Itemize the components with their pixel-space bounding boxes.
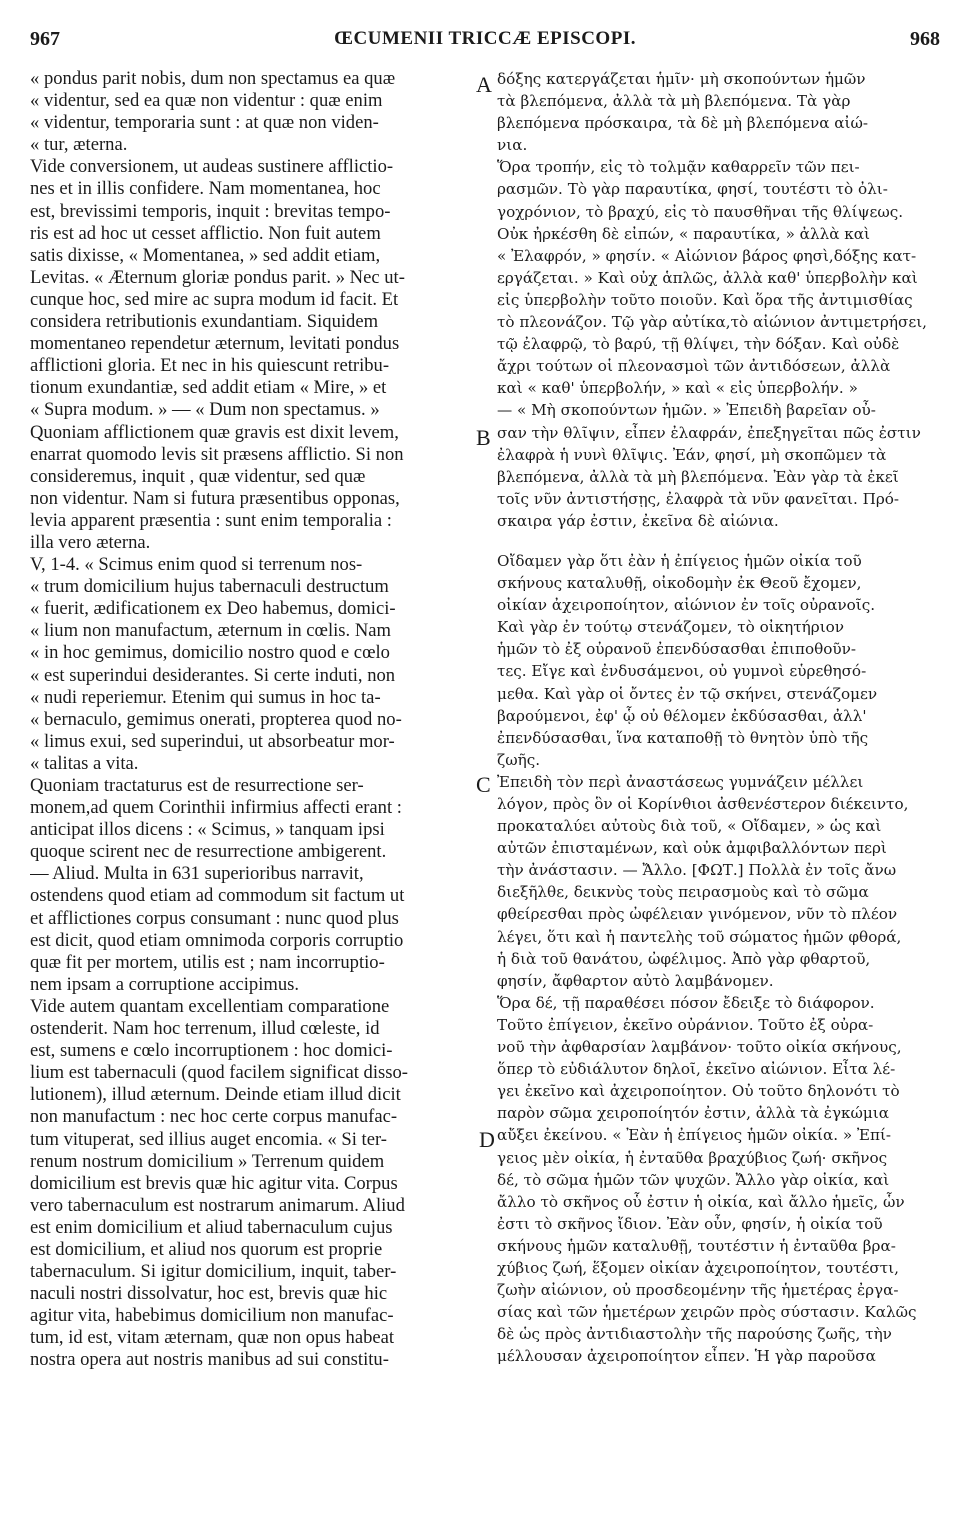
text-line: σκήνους καταλυθῇ, οἰκοδομὴν ἐκ Θεοῦ ἔχομεν, <box>497 574 862 593</box>
text-line: Οὐκ ἠρκέσθη δὲ εἰπών, « παραυτίκα, » ἀλλὰ καὶ <box>497 224 870 243</box>
margin-marker-c: C <box>476 772 491 797</box>
text-line: est dicit, quod etiam omnimoda corporis corruptio <box>30 929 404 951</box>
text-line: νια. <box>497 136 528 155</box>
text-line: anticipat illos dicens : « Scimus, » tanquam ipsi <box>30 819 385 841</box>
text-line: ἡ διὰ τοῦ θανάτου, ὠφέλιμος. Ἀπὸ γὰρ φθαρτοῦ, <box>497 949 871 968</box>
margin-marker-d: D <box>479 1127 495 1152</box>
text-line: « tur, æterna. <box>30 134 128 156</box>
text-line: considera retributionis exundantiam. Siquidem <box>30 311 379 333</box>
text-line: satis dixisse, « Momentanea, » sed addit etiam, <box>30 244 381 266</box>
margin-marker-a: A <box>476 72 492 97</box>
text-line: Quoniam tractaturus est de resurrectione ser- <box>30 775 364 796</box>
greek-column <box>497 68 933 1367</box>
text-line: renum nostrum domicilium » Terrenum quidem <box>30 1150 385 1172</box>
text-line: tabernaculum. Si igitur domicilium, inquit, taber- <box>30 1261 397 1283</box>
text-line: est enim domicilium et aliud tabernaculum cujus <box>30 1216 393 1238</box>
text-line: « pondus parit nobis, dum non spectamus ea quæ <box>30 68 396 89</box>
text-line: ris est ad hoc ut cesset afflictio. Non fuit autem <box>30 222 381 244</box>
text-line: χύβιος ζωή, ἕξομεν οἰκίαν ἀχειροποίητον, τουτέστι, <box>497 1258 899 1277</box>
text-line: est, sumens e cœlo incorruptionem : hoc domici- <box>30 1040 393 1062</box>
running-title: ŒCUMENII TRICCÆ EPISCOPI. <box>334 28 636 49</box>
text-line: οἰκίαν ἀχειροποίητον, αἰώνιον ἐν τοῖς οὐρανοῖς. <box>497 596 876 615</box>
text-line: quæ fit per mortem, utilis est ; nam incorruptio- <box>30 951 385 973</box>
text-line: νοῦ τὴν ἀφθαρσίαν λαμβάνον· τοῦτο οἰκία σκήνους, <box>497 1038 902 1057</box>
text-line: « trum domicilium hujus tabernaculi destructum <box>30 576 389 598</box>
text-line: quoque scirent nec de resurrectione ambigerent. <box>30 841 387 863</box>
text-line: Levitas. « Æternum gloriæ pondus parit. » Nec ut- <box>30 266 405 288</box>
text-line: μεθα. Καὶ γὰρ οἱ ὄντες ἐν τῷ σκήνει, στενάζομεν <box>497 684 878 703</box>
text-line: βαρούμενοι, ἐφ' ᾧ οὐ θέλομεν ἐκδύσασθαι, ἀλλ' <box>497 706 867 725</box>
text-line: vero tabernaculum est nostrarum animarum. Aliud <box>30 1194 405 1216</box>
text-line: παρὸν σῶμα χειροποίητόν ἐστιν, ἀλλὰ τὰ ἐγκώμια <box>497 1104 889 1123</box>
text-line: — « Μὴ σκοπούντων ἡμῶν. » Ἐπειδὴ βαρεῖαν οὖ- <box>497 401 876 420</box>
text-line: σαν τὴν θλῖψιν, εἶπεν ἐλαφράν, ἐπεξηγεῖται πῶς ἐστιν <box>497 423 921 442</box>
text-line: δόξης κατεργάζεται ἡμῖν· μὴ σκοπούντων ἡμῶν <box>497 70 866 88</box>
text-line: Οἴδαμεν γὰρ ὅτι ἐὰν ἡ ἐπίγειος ἡμῶν οἰκία τοῦ <box>497 551 862 570</box>
text-line: « bernaculo, gemimus onerati, propterea quod no- <box>30 708 402 730</box>
text-line: Vide conversionem, ut audeas sustinere afflictio- <box>30 156 394 178</box>
text-line: γειος μὲν οἰκία, ἡ ἐνταῦθα βραχύβιος ζωή· σκῆνος <box>497 1148 888 1167</box>
text-line: levia apparent præsentia : sunt enim temporalia : <box>30 509 392 531</box>
text-line: « est superindui desiderantes. Si certe induti, non <box>30 664 396 686</box>
text-line: V, 1-4. « Scimus enim quod si terrenum nos- <box>30 554 363 576</box>
text-line: αὐτῶν ἐπισταμένων, καὶ οὐκ ἀμφιβαλλόντων περὶ <box>497 839 887 858</box>
text-line: Τοῦτο ἐπίγειον, ἐκεῖνο οὐράνιον. Τοῦτο ἐξ οὐρα- <box>497 1015 874 1034</box>
text-line: ζωὴν αἰώνιον, οὐ προσδεομένην τῆς ἡμετέρας ἐργα- <box>497 1281 899 1300</box>
text-line: τες. Εἴγε καὶ ἐνδυσάμενοι, οὐ γυμνοὶ εὑρεθησό- <box>497 662 867 681</box>
text-line: tum, id est, vitam æternam, quæ non opus habeat <box>30 1327 395 1349</box>
text-line: et afflictiones corpus consumant : nunc quod plus <box>30 907 399 929</box>
text-line: naculi nostri dissolvatur, hoc est, brevis quæ hic <box>30 1283 388 1305</box>
text-line: momentaneo rependetur æternum, levitati pondus <box>30 333 400 355</box>
text-line: βλεπόμενα, ἀλλὰ τὰ μὴ βλεπόμενα. Ἐὰν γὰρ τὰ ἐκεῖ <box>497 467 899 486</box>
text-line: Ὅρα τροπήν, εἰς τὸ τολμᾷν καθαρρεῖν τῶν πει- <box>497 158 860 177</box>
text-line: ἐλαφρὰ ἡ νυνὶ θλῖψις. Ἐάν, φησί, μὴ σκοπῶμεν τὰ <box>497 445 887 464</box>
text-line: Καὶ γὰρ ἐν τούτῳ στενάζομεν, τὸ οἰκητήριον <box>497 618 845 637</box>
text-line: εργάζεται. » Καὶ οὐχ ἁπλῶς, ἀλλὰ καθ' ὑπερβολὴν καὶ <box>497 268 918 287</box>
text-line: non manufactum : nec hoc certe corpus manufac- <box>30 1106 398 1128</box>
text-line: tionum exundantiæ, sed addit etiam « Mire, » et <box>30 377 387 399</box>
text-line: tum vituperat, sed illius auget encomia. « Si ter- <box>30 1128 387 1150</box>
text-line: — Aliud. Multa in 631 superioribus narravit, <box>30 863 364 885</box>
text-line: εἰς ὑπερβολὴν τοῦτο ποιοῦν. Καὶ ὅρα τῆς ἀντιμισθίας <box>497 290 913 309</box>
text-line: ὅπερ τὸ εὐδιάλυτον δηλοῖ, ἐκεῖνο αἰώνιον. Εἶτα λέ- <box>497 1060 896 1079</box>
text-line: ρασμῶν. Τὸ γὰρ παραυτίκα, φησί, τουτέστι τὸ ὀλι- <box>497 180 888 199</box>
text-line: « Supra modum. » — « Dum non spectamus. » <box>30 399 380 421</box>
text-line: est domicilium, et aliud nos quorum est proprie <box>30 1238 383 1260</box>
text-line: προκαταλύει αὐτοὺς διὰ τοῦ, « Οἴδαμεν, » ὡς καὶ <box>497 817 882 836</box>
text-line: « in hoc gemimus, domicilio nostro quod e cœlo <box>30 642 390 664</box>
text-line: ἄχρι τούτων οἱ πλεονασμοὶ τῶν ἀντιδόσεων, ἀλλὰ <box>497 357 891 376</box>
text-line: nes et in illis confidere. Nam momentanea, hoc <box>30 178 381 200</box>
page-number-left: 967 <box>30 28 60 50</box>
text-line: τὰ βλεπόμενα, ἀλλὰ τὰ μὴ βλεπόμενα. Τὰ γὰρ <box>497 92 851 111</box>
text-line: « videntur, temporaria sunt : at quæ non viden- <box>30 112 379 134</box>
text-line: non videntur. Nam si futura præsentibus opponas, <box>30 487 400 509</box>
text-line: « Ἐλαφρόν, » φησίν. « Αἰώνιον βάρος φησὶ,δόξης κατ- <box>497 246 917 265</box>
text-line: nem ipsam a corruptione accipimus. <box>30 973 300 995</box>
text-line: βλεπόμενα πρόσκαιρα, τὰ δὲ μὴ βλεπόμενα αἰώ- <box>497 114 869 133</box>
text-line: φθείρεσθαι πρὸς ὠφέλειαν γινόμενον, νῦν τὸ πλέον <box>497 905 898 924</box>
text-line: lutionem), illud æternum. Deinde etiam illud dicit <box>30 1084 401 1106</box>
text-line: consideremus, inquit , quæ videntur, sed quæ <box>30 465 366 487</box>
text-line: τὸ πλεονάζον. Τῷ γὰρ αὐτίκα,τὸ αἰώνιον ἀντιμετρήσει, <box>497 313 927 332</box>
text-line: γει ἐκεῖνο καὶ ἀχειροποίητον. Οὐ τοῦτο δηλονότι τὸ <box>497 1082 900 1101</box>
text-line: τὴν ἀνάστασιν. — Ἄλλο. [ΦΩΤ.] Πολλὰ ἐν τοῖς ἄνω <box>497 861 897 880</box>
text-line: « fuerit, ædificationem ex Deo habemus, domici- <box>30 598 396 620</box>
text-line: μέλλουσαν ἀχειροποίητον εἶπεν. Ἡ γὰρ παροῦσα <box>497 1347 876 1366</box>
paragraph-gap <box>497 532 933 550</box>
text-line: ostendens quod etiam ad commodum sit factum ut <box>30 885 405 907</box>
text-line: αὔξει ἐκείνου. « Ἐὰν ἡ ἐπίγειος ἡμῶν οἰκία. » Ἐπί- <box>497 1126 892 1145</box>
text-line: Quoniam afflictionem quæ gravis est dixit levem, <box>30 421 399 443</box>
text-line: cunque hoc, sed mire ac supra modum id facit. Et <box>30 288 399 310</box>
text-line: agitur vita, habebimus domicilium non manufac- <box>30 1305 394 1327</box>
page-header <box>30 28 940 58</box>
text-line: lium est tabernaculi (quod facilem significat disso- <box>30 1062 408 1084</box>
text-line: ostenderit. Nam hoc terrenum, illud cœleste, id <box>30 1018 380 1040</box>
text-line: διεξῆλθε, δεικνὺς τοὺς πειρασμοὺς καὶ τὸ σῶμα <box>497 883 869 902</box>
text-line: « lium non manufactum, æternum in cœlis. Nam <box>30 620 391 642</box>
text-line: Vide autem quantam excellentiam comparatione <box>30 995 390 1017</box>
text-line: λέγει, ὅτι καὶ ἡ παντελὴς τοῦ σώματος ἡμῶν φθορά, <box>497 927 902 946</box>
text-line: illa vero æterna. <box>30 531 151 553</box>
page-number-right: 968 <box>910 28 940 50</box>
text-line: ἐστι τὸ σκῆνος ἴδιον. Ἐὰν οὖν, φησίν, ἡ οἰκία τοῦ <box>497 1214 883 1233</box>
text-line: nostra opera aut nostris manibus ad sui constitu- <box>30 1349 389 1371</box>
text-line: ἐπενδύσασθαι, ἵνα καταποθῇ τὸ θνητὸν ὑπὸ τῆς <box>497 728 869 747</box>
text-line: σκήνους ἡμῶν καταλυθῇ, τουτέστιν ἡ ἐνταῦθα βρα- <box>497 1236 896 1255</box>
text-line: ἡμῶν τὸ ἐξ οὐρανοῦ ἐπενδύσασθαι ἐπιποθοῦν- <box>497 640 857 659</box>
text-line: λόγον, πρὸς ὃν οἱ Κορίνθιοι ἀσθενέστερον διέκειντο, <box>497 795 909 813</box>
text-line: καὶ « καθ' ὑπερβολήν, » καὶ « εἰς ὑπερβολήν. » <box>497 379 858 398</box>
text-line: φησίν, ἄφθαρτον αὐτὸ λαμβάνομεν. <box>497 971 774 990</box>
text-line: γοχρόνιον, τὸ βραχύ, εἰς τὸ παυσθῆναι τῆς θλίψεως. <box>497 202 904 221</box>
text-line: « talitas a vita. <box>30 752 139 774</box>
text-line: « videntur, sed ea quæ non videntur : quæ enim <box>30 90 383 112</box>
text-line: τῷ ἐλαφρῷ, τὸ βαρύ, τῇ θλίψει, τὴν δόξαν. Καὶ οὐδὲ <box>497 335 900 354</box>
text-line: Ἐπειδὴ τὸν περὶ ἀναστάσεως γυμνάζειν μέλλει <box>497 772 864 791</box>
text-line: σίας καὶ τῶν ἡμετέρων χειρῶν πρὸς σύστασιν. Καλῶς <box>497 1303 917 1322</box>
text-line: enarrat quomodo levis sit præsens afflictio. Si non <box>30 443 404 465</box>
text-line: δὲ ὡς πρὸς ἀντιδιαστολὴν τῆς παρούσης ζωῆς, τὴν <box>497 1325 892 1344</box>
text-line: est, brevissimi temporis, inquit : brevitas tempo- <box>30 200 391 222</box>
text-line: ζωῆς. <box>497 750 541 769</box>
text-line: δέ, τὸ σῶμα ἡμῶν τῶν ψυχῶν. Ἄλλο γὰρ οἰκία, καὶ <box>497 1170 890 1189</box>
text-line: ἄλλο τὸ σκῆνος οὗ ἐστιν ἡ οἰκία, καὶ ἄλλο ἡμεῖς, ὧν <box>497 1192 905 1211</box>
text-line: monem,ad quem Corinthii infirmius affecti erant : <box>30 797 402 819</box>
text-line: « nudi reperiemur. Etenim qui sumus in hoc ta- <box>30 686 381 708</box>
text-line: σκαιρα γάρ ἐστιν, ἐκεῖνα δὲ αἰώνια. <box>497 511 779 530</box>
text-line: Ὅρα δέ, τῇ παραθέσει πόσον ἔδειξε τὸ διάφορον. <box>497 993 875 1012</box>
latin-column <box>30 68 470 1372</box>
margin-marker-b: B <box>476 425 491 450</box>
text-line: « limus exui, sed superindui, ut absorbeatur mor- <box>30 730 395 752</box>
text-line: domicilium est brevis quæ hic agitur vita. Corpus <box>30 1172 398 1194</box>
text-line: τοῖς νῦν ἀντιστήσῃς, ἐλαφρὰ τὰ νῦν φανεῖται. Πρό- <box>497 489 900 508</box>
text-line: afflictioni gloria. Et nec in his quiescunt retribu- <box>30 355 390 377</box>
